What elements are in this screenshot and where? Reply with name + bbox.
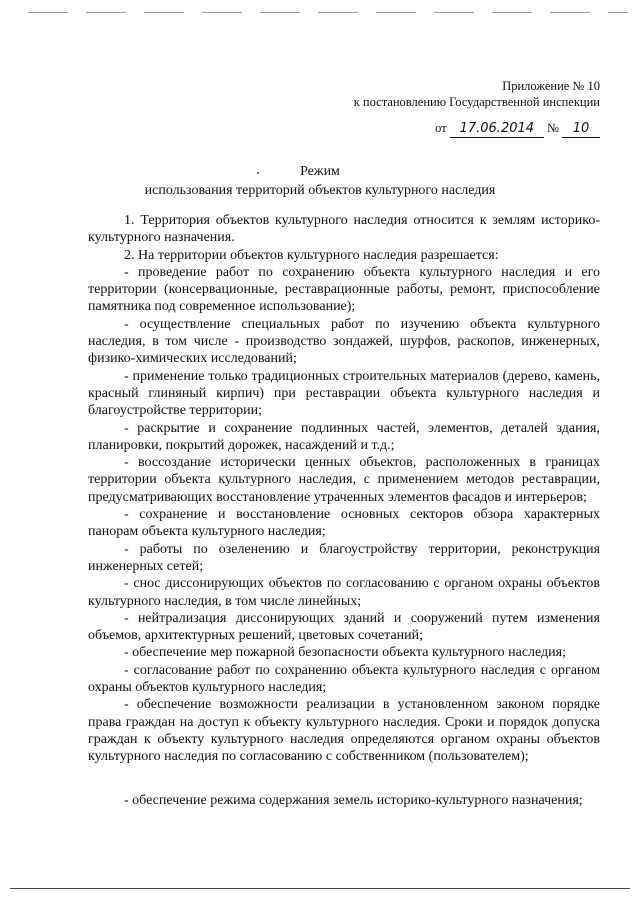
paragraph-2: 2. На территории объектов культурного наследия разрешается: bbox=[124, 247, 499, 263]
list-item-research: - осуществление специальных работ по изучению объекта культурного наследия, в том числе - производство зондажей, шурфов, раскопов, инженерных, физико-химических исследований; bbox=[88, 316, 600, 367]
list-item-public-access: - обеспечение возможности реализации в установленном законом порядке права граждан на доступ к объекту культурного наследия. Сроки и порядок допуска граждан к объекту культурного наследия определяются органом охраны объектов культурного наследия по согласованию с собственником (пользователем); bbox=[88, 697, 600, 765]
number-label: № bbox=[546, 121, 559, 135]
title-line-1: Режим bbox=[300, 164, 340, 179]
list-item-land-regime: - обеспечение режима содержания земель историко-культурного назначения; bbox=[124, 792, 583, 808]
handwritten-date: 17.06.2014 bbox=[450, 121, 544, 138]
paragraph-1: 1. Территория объектов культурного наследия относится к землям историко-культурного назначения. bbox=[88, 213, 600, 246]
handwritten-number: 10 bbox=[562, 121, 600, 138]
list-item-neutralization: - нейтрализация диссонирующих зданий и сооружений путем изменения объемов, архитектурных решений, цветовых сочетаний; bbox=[88, 610, 600, 644]
appendix-number: Приложение № 10 bbox=[502, 79, 600, 93]
document-body bbox=[88, 212, 600, 809]
list-item-approval: - согласование работ по сохранению объекта культурного наследия с органом охраны объектов культурного наследия; bbox=[88, 662, 600, 696]
from-label: от bbox=[435, 121, 447, 135]
scan-top-edge bbox=[28, 12, 628, 13]
list-item-fire-safety: - обеспечение мер пожарной безопасности объекта культурного наследия; bbox=[124, 645, 567, 661]
date-number-line bbox=[354, 120, 600, 138]
appendix-header bbox=[354, 78, 600, 138]
resolution-reference: к постановлению Государственной инспекции bbox=[353, 95, 600, 109]
list-item-recreation: - воссоздание исторически ценных объектов, расположенных в границах территории объекта культурного наследия, с применением методов реставрации, предусматривающих восстановление утраченных элементов фасадов и интерьеров; bbox=[88, 455, 600, 505]
scan-bottom-edge bbox=[10, 888, 630, 889]
list-item-materials: - применение только традиционных строительных материалов (дерево, камень, красный глиняный кирпич) при реставрации объекта культурного наследия и благоустройстве территории; bbox=[88, 368, 600, 419]
title-line-2: использования территорий объектов культурного наследия bbox=[144, 183, 496, 198]
list-item-demolition: - снос диссонирующих объектов по согласованию с органом охраны объектов культурного наследия, в том числе линейных; bbox=[88, 576, 600, 609]
document-title bbox=[0, 162, 640, 200]
list-item-panoramas: - сохранение и восстановление основных секторов обзора характерных панорам объекта культурного наследия; bbox=[88, 507, 600, 540]
list-item-landscaping: - работы по озеленению и благоустройству территории, реконструкция инженерных сетей; bbox=[88, 541, 600, 574]
list-item-restoration: - проведение работ по сохранению объекта культурного наследия и его территории (консервационные, реставрационные работы, ремонт, приспособление памятника под современное использование); bbox=[88, 264, 600, 315]
list-item-uncovering: - раскрытие и сохранение подлинных частей, элементов, деталей здания, планировки, покрытий дорожек, насаждений и т.д.; bbox=[88, 420, 600, 453]
